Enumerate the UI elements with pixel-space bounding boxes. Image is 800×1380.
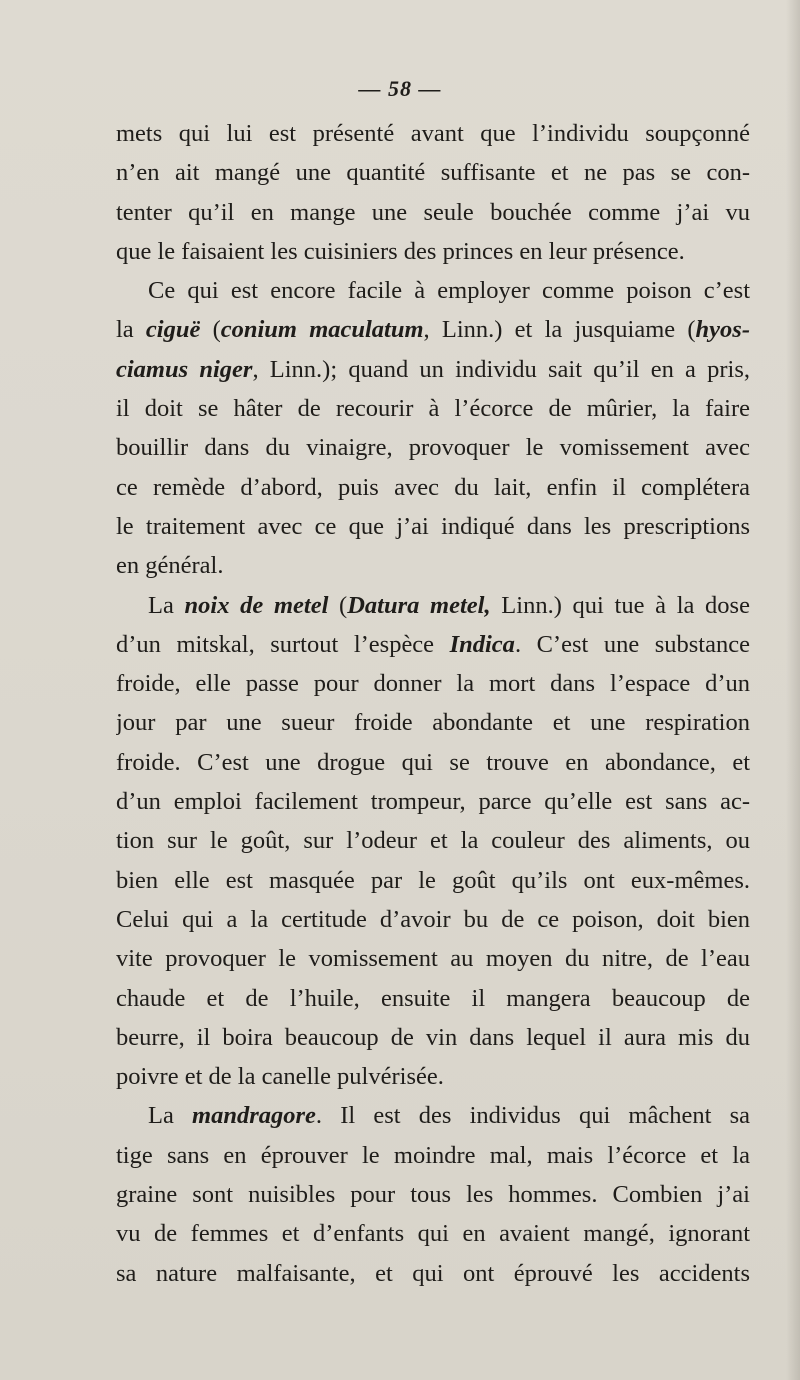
text-line xyxy=(116,114,750,153)
text-run: le traitement avec ce que j’ai indiqué dans les prescriptions xyxy=(116,512,750,540)
text-line xyxy=(116,939,750,978)
text-run: . C’est une substance xyxy=(514,630,750,658)
text-run: , Linn.) et la jusquiame ( xyxy=(423,316,696,344)
text-run: sa nature malfaisante, et qui ont éprouvé les accidents xyxy=(116,1259,750,1287)
text-run: mets qui lui est présenté avant que l’individu soupçonné xyxy=(116,120,750,147)
text-line xyxy=(116,1254,750,1293)
text-run: tenter qu’il en mange une seule bouchée comme j’ai vu xyxy=(116,198,750,226)
text-run: graine sont nuisibles pour tous les hommes. Combien j’ai xyxy=(116,1181,750,1209)
text-run: vite provoquer le vomissement au moyen du nitre, de l’eau xyxy=(116,945,750,973)
text-line xyxy=(116,1096,750,1135)
text-line xyxy=(116,271,750,310)
text-run: La xyxy=(148,591,185,619)
text-line xyxy=(116,193,750,232)
text-line xyxy=(116,625,750,664)
text-run: tige sans en éprouver le moindre mal, mais l’écorce et la xyxy=(116,1141,750,1169)
text-run: , Linn.); quand un individu sait qu’il en a pris, xyxy=(252,355,750,383)
text-run: ce remède d’abord, puis avec du lait, enfin il complétera xyxy=(116,473,750,501)
page-edge-shadow xyxy=(786,0,800,1380)
text-line xyxy=(116,821,750,860)
text-run: la xyxy=(116,316,146,344)
text-run: Celui qui a la certitude d’avoir bu de ce poison, doit bien xyxy=(116,905,750,933)
emphasis-text: noix de metel xyxy=(184,591,329,619)
text-run: en général. xyxy=(116,552,224,580)
text-line xyxy=(116,310,750,349)
emphasis-text: ciamus niger xyxy=(116,355,253,383)
page-number: — 58 — xyxy=(358,76,442,101)
text-line xyxy=(116,900,750,939)
text-run: Linn.) qui tue à la dose xyxy=(490,591,750,619)
text-run: chaude et de l’huile, ensuite il mangera beaucoup de xyxy=(116,984,750,1012)
text-line xyxy=(116,703,750,742)
text-run: froide. C’est une drogue qui se trouve en abondance, et xyxy=(116,748,750,776)
emphasis-text: Indica xyxy=(449,630,515,658)
emphasis-text: conium maculatum xyxy=(220,316,424,344)
text-run: que le faisaient les cuisiniers des princes en leur présence. xyxy=(116,237,685,265)
text-run: tion sur le goût, sur l’odeur et la couleur des aliments, ou xyxy=(116,827,750,855)
text-line xyxy=(116,1175,750,1214)
emphasis-text: hyos- xyxy=(695,316,750,344)
text-line xyxy=(116,350,750,389)
text-line xyxy=(116,782,750,821)
text-line xyxy=(116,507,750,546)
text-run: froide, elle passe pour donner la mort dans l’espace d’un xyxy=(116,670,750,698)
text-line xyxy=(116,389,750,428)
text-run: ( xyxy=(200,316,221,344)
text-run: bien elle est masquée par le goût qu’ils ont eux-mêmes. xyxy=(116,866,750,894)
text-run: beurre, il boira beaucoup de vin dans lequel il aura mis du xyxy=(116,1023,750,1051)
text-line xyxy=(116,546,750,585)
text-line xyxy=(116,979,750,1018)
text-line xyxy=(116,1136,750,1175)
text-run: ( xyxy=(328,591,348,619)
text-line xyxy=(116,1057,750,1096)
text-run: n’en ait mangé une quantité suffisante et ne pas se con- xyxy=(116,159,750,187)
text-run: d’un emploi facilement trompeur, parce qu’elle est sans ac- xyxy=(116,788,750,816)
text-run: d’un mitskal, surtout l’espèce xyxy=(116,630,450,658)
text-run: il doit se hâter de recourir à l’écorce de mûrier, la faire xyxy=(116,395,750,423)
text-run: Ce qui est encore facile à employer comme poison c’est xyxy=(148,277,750,305)
text-line xyxy=(116,664,750,703)
text-run: bouillir dans du vinaigre, provoquer le vomissement avec xyxy=(116,434,750,462)
text-line xyxy=(116,232,750,271)
text-line xyxy=(116,1018,750,1057)
emphasis-text: mandragore xyxy=(192,1102,316,1130)
text-line xyxy=(116,1214,750,1253)
text-line xyxy=(116,468,750,507)
emphasis-text: ciguë xyxy=(145,316,201,344)
text-run: jour par une sueur froide abondante et une respiration xyxy=(116,709,750,737)
text-run: . Il est des individus qui mâchent sa xyxy=(315,1102,750,1130)
body-text xyxy=(116,114,750,1293)
emphasis-text: Datura metel, xyxy=(347,591,491,619)
text-line xyxy=(116,861,750,900)
text-line xyxy=(116,743,750,782)
text-run: La xyxy=(148,1102,193,1130)
text-line xyxy=(116,586,750,625)
text-run: vu de femmes et d’enfants qui en avaient mangé, ignorant xyxy=(116,1220,750,1248)
text-line xyxy=(116,428,750,467)
text-line xyxy=(116,153,750,192)
text-run: poivre et de la canelle pulvérisée. xyxy=(116,1063,444,1091)
